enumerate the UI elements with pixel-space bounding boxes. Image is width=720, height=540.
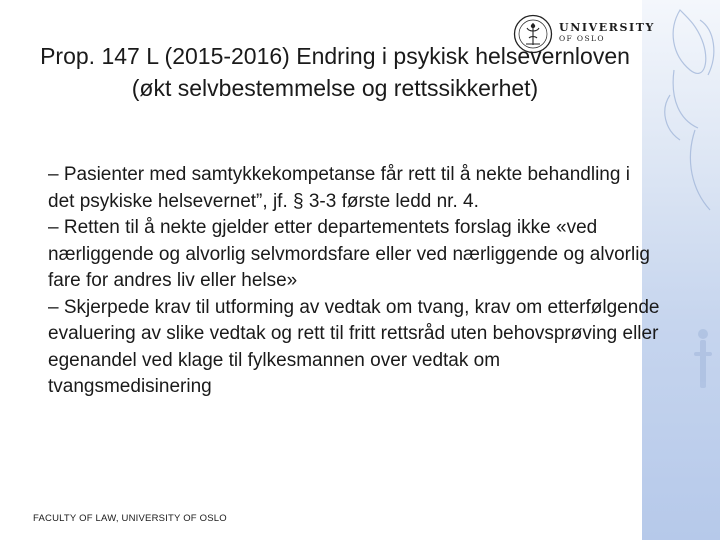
wordmark-line-2: OF OSLO	[559, 34, 605, 43]
wordmark-line-1: UNIVERSITY	[559, 21, 655, 34]
paragraph-exceptions: – Retten til å nekte gjelder etter departementets forslag ikke «ved nærliggende og alvorlig selvmordsfare eller ved nærliggende og alvorlig fare for andres liv eller helse»	[48, 217, 650, 291]
footer: FACULTY OF LAW, UNIVERSITY OF OSLO	[33, 513, 227, 524]
slide-body	[48, 162, 660, 401]
paragraph-stricter-requirements: – Skjerpede krav til utforming av vedtak om tvang, krav om etterfølgende evaluering av slike vedtak og rett til fritt rettsråd uten behovsprøving eller egenandel ved klage til fylkesmannen over vedtak om tvangsmedisinering	[48, 296, 660, 397]
paragraph-right-to-refuse: – Pasienter med samtykkekompetanse får rett til å nekte behandling i det psykiske helsevernet”, jf. § 3-3 første ledd nr. 4.	[48, 164, 630, 212]
slide-title: Prop. 147 L (2015-2016) Endring i psykisk helsevernloven (økt selvbestemmelse og rettssikkerhet)	[40, 43, 630, 101]
